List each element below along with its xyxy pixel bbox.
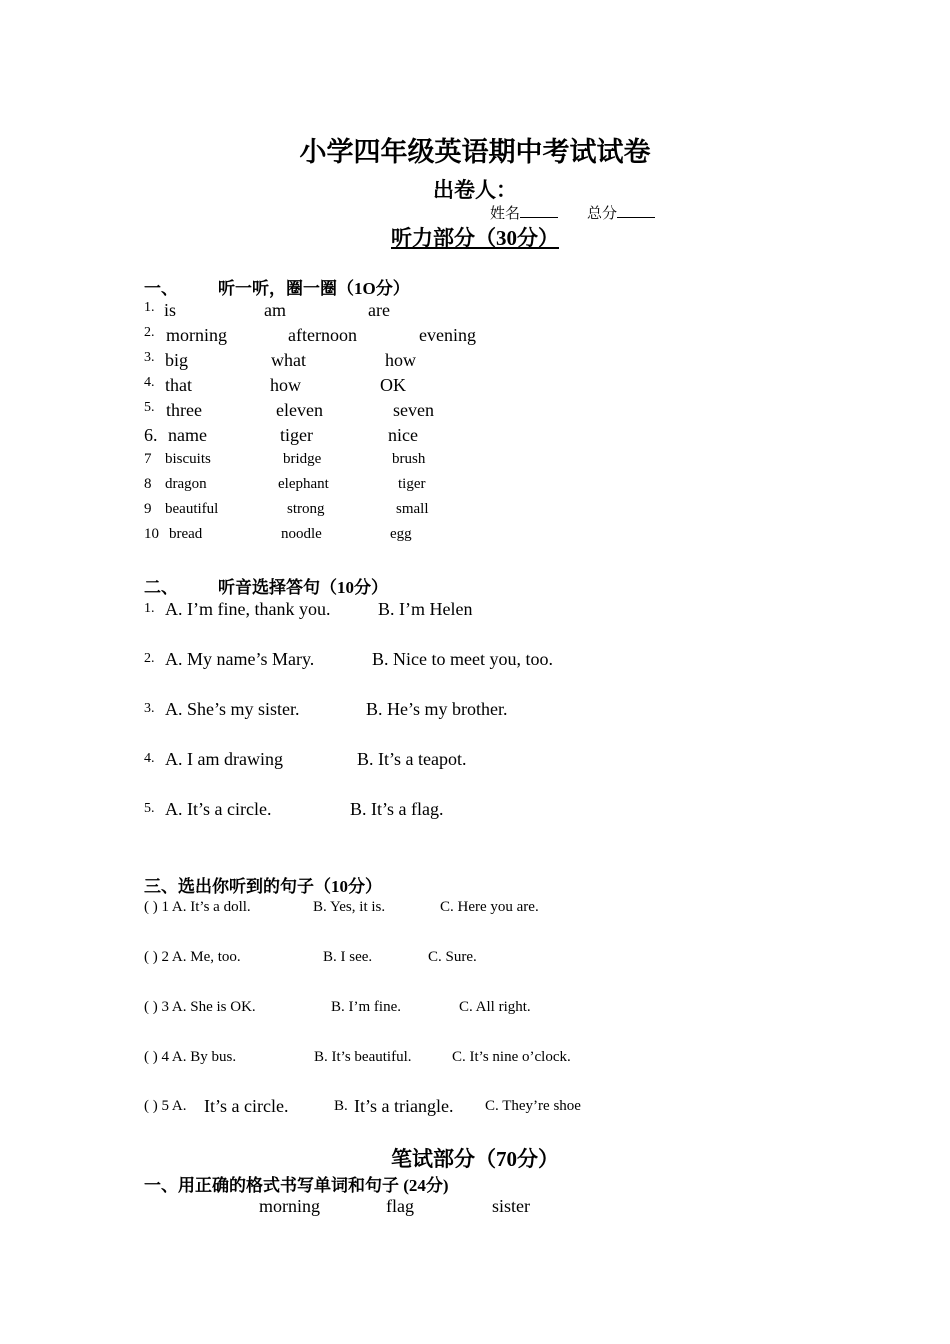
part1-title: 听一听，圈一圈（1O分） [218,279,410,298]
part2-title: 听音选择答句（10分） [218,578,388,597]
total-label: 总分 [587,206,618,222]
choice-option-c: C. It’s nine o’clock. [452,1049,571,1065]
part1-row-10 [144,526,844,551]
word-option-3: tiger [398,476,426,492]
item-number: 7 [144,451,152,467]
choice-prefix-a: ( ) 4 A. By bus. [144,1049,237,1065]
choice-option-b: B. I see. [323,949,373,965]
word-option-1: is [164,300,177,320]
part1-row-8 [144,476,844,501]
word-option-2: eleven [276,400,323,420]
choice-option-c: C. They’re shoe [485,1098,581,1114]
word-option-2: how [270,375,301,395]
word-option-1: biscuits [165,451,211,467]
word-option-3: seven [393,400,434,420]
choice-option-c: C. Here you are. [440,899,539,915]
written-header: 笔试部分（70分） [391,1147,559,1171]
part2-row-1 [144,599,844,625]
answer-option-b: B. He’s my brother. [366,699,508,719]
word-option-1: three [166,400,202,420]
choice-prefix-a: ( ) 3 A. She is OK. [144,999,256,1015]
part1-row-2 [144,325,844,350]
word-option-1: morning [166,325,227,345]
part1-row-6 [144,425,844,450]
word-option-1: beautiful [165,501,219,517]
part3-row-5 [144,1098,844,1124]
part2-heading [144,573,388,598]
choice-prefix-a: ( ) 1 A. It’s a doll. [144,899,251,915]
name-label: 姓名 [490,206,521,222]
choice-prefix-a: ( ) 5 A. [144,1098,187,1114]
word-option-3: egg [390,526,412,542]
answer-option-a: A. My name’s Mary. [165,649,315,669]
word-option-3: are [368,300,390,320]
item-number: 10 [144,526,159,542]
word-option-2: elephant [278,476,329,492]
word-option-2: strong [287,501,325,517]
word-option-2: noodle [281,526,322,542]
name-blank [520,203,558,218]
word-option-3: evening [419,325,476,345]
written-word-2: flag [386,1196,414,1216]
author-label: 出卷人： [433,178,517,202]
answer-option-b: B. It’s a flag. [350,799,444,819]
item-number: 6. [144,425,158,445]
part1-row-7 [144,451,844,476]
word-option-3: small [396,501,429,517]
word-option-1: dragon [165,476,207,492]
part1-number: 一、 [144,279,178,298]
total-blank [617,203,655,218]
part3-heading: 三、选出你听到的句子（10分） [144,877,382,896]
part3-row-1 [144,899,844,925]
part3-row-2 [144,949,844,975]
exam-title: 小学四年级英语期中考试试卷 [299,137,651,167]
item-number: 5. [144,801,155,816]
item-number: 2. [144,325,155,340]
answer-option-b: B. I’m Helen [378,599,473,619]
word-option-2: tiger [280,425,313,445]
item-number: 9 [144,501,152,517]
item-number: 4. [144,751,155,766]
word-option-2: am [264,300,286,320]
choice-option-b: B. [334,1098,348,1114]
part1-row-3 [144,350,844,375]
answer-option-b: B. It’s a teapot. [357,749,467,769]
item-number: 5. [144,400,155,415]
word-option-1: big [165,350,189,370]
word-option-3: OK [380,375,406,395]
word-option-1: bread [169,526,203,542]
part3-row-3 [144,999,844,1025]
item-number: 1. [144,300,155,315]
part1-row-4 [144,375,844,400]
word-option-2: what [271,350,306,370]
word-option-3: how [385,350,416,370]
written-word-3: sister [492,1196,530,1216]
answer-option-a: A. It’s a circle. [165,799,272,819]
choice-option-c: C. All right. [459,999,531,1015]
choice-a-large: It’s a circle. [204,1096,289,1116]
word-option-1: name [168,425,207,445]
written-word-1: morning [259,1196,320,1216]
part2-number: 二、 [144,578,178,597]
item-number: 3. [144,701,155,716]
item-number: 8 [144,476,152,492]
name-field [490,202,558,223]
item-number: 1. [144,601,155,616]
part2-row-2 [144,649,844,675]
choice-option-b: B. Yes, it is. [313,899,386,915]
part1-row-9 [144,501,844,526]
item-number: 4. [144,375,155,390]
part1-heading [144,274,410,299]
word-option-3: brush [392,451,426,467]
part1-row-5 [144,400,844,425]
item-number: 3. [144,350,155,365]
part3-row-4 [144,1049,844,1075]
answer-option-a: A. I am drawing [165,749,283,769]
answer-option-a: A. She’s my sister. [165,699,300,719]
choice-b-large: It’s a triangle. [354,1096,454,1116]
part2-row-5 [144,799,844,825]
total-field [587,202,655,223]
answer-option-a: A. I’m fine, thank you. [165,599,331,619]
choice-prefix-a: ( ) 2 A. Me, too. [144,949,241,965]
part2-row-3 [144,699,844,725]
word-option-1: that [165,375,192,395]
choice-option-b: B. It’s beautiful. [314,1049,412,1065]
listening-header: 听力部分（30分） [391,226,559,250]
word-option-2: bridge [283,451,322,467]
part1-row-1 [144,300,844,325]
answer-option-b: B. Nice to meet you, too. [372,649,553,669]
word-option-2: afternoon [288,325,357,345]
choice-option-c: C. Sure. [428,949,477,965]
item-number: 2. [144,651,155,666]
written-part1-heading: 一、用正确的格式书写单词和句子 (24分) [144,1176,449,1195]
part2-row-4 [144,749,844,775]
word-option-3: nice [388,425,418,445]
choice-option-b: B. I’m fine. [331,999,401,1015]
